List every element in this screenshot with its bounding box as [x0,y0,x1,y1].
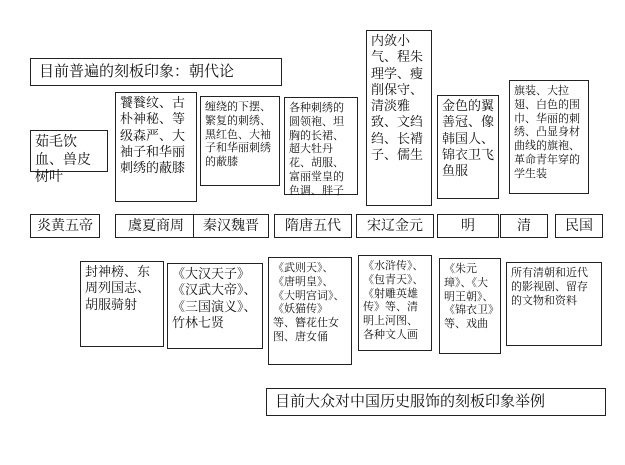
dynasty-yanhuang: 炎黄五帝 [30,214,100,238]
top-note-xiashangzhou: 饕餮纹、古朴神秘、等级森严、大袖子和华丽刺绣的蔽膝 [115,92,197,202]
dynasty-qing: 清 [500,214,548,238]
bottom-note-qinhan: 《大汉天子》《汉武大帝》、《三国演义》、竹林七贤 [167,263,263,349]
bottom-note-suitang: 《武则天》、《唐明皇》、《大明宫词》、《妖猫传》等、簪花仕女图、唐女俑 [268,257,352,365]
dynasty-songliaojinyuan: 宋辽金元 [356,214,434,238]
diagram-caption: 目前大众对中国历史服饰的刻板印象举例 [266,388,606,416]
dynasty-suitangwudai: 隋唐五代 [274,214,352,238]
top-note-yanhuang: 茹毛饮血、兽皮树叶 [30,130,108,172]
dynasty-qinhanweijin: 秦汉魏晋 [193,214,269,238]
bottom-note-qing: 所有清朝和近代的影视剧、留存的文物和资料 [506,262,602,346]
bottom-note-ming: 《朱元璋》、《大明王朝》、《锦衣卫》等、戏曲 [439,258,501,354]
top-note-ming: 金色的翼善冠、像韩国人、锦衣卫飞鱼服 [437,95,499,199]
top-note-suitang: 各种刺绣的圆领袍、坦胸的长裙、超大牡丹花、胡服、富丽堂皇的色调、胖子 [284,97,358,195]
top-note-qinhan: 缠绕的下摆、繁复的刺绣、黑红色、大袖子和华丽刺绣的蔽膝 [200,96,280,186]
top-note-song: 内敛小气、程朱理学、瘦削保守、清淡雅致、文绉绉、长褙子、儒生 [366,30,432,206]
diagram-title: 目前普遍的刻板印象：朝代论 [30,58,282,86]
top-note-qing: 旗装、大拉翅、白色的围巾、华丽的刺绣、凸显身材曲线的旗袍、革命青年穿的学生装 [509,80,589,194]
bottom-note-song: 《水浒传》、《包青天》、《射雕英雄传》等、清明上河图、各种文人画 [358,255,432,351]
dynasty-minguo: 民国 [555,214,603,238]
bottom-note-xiashangzhou: 封神榜、东周列国志、胡服骑射 [80,261,164,347]
dynasty-ming: 明 [437,214,499,238]
dynasty-xiashangzhou: 虞夏商周 [115,214,197,238]
